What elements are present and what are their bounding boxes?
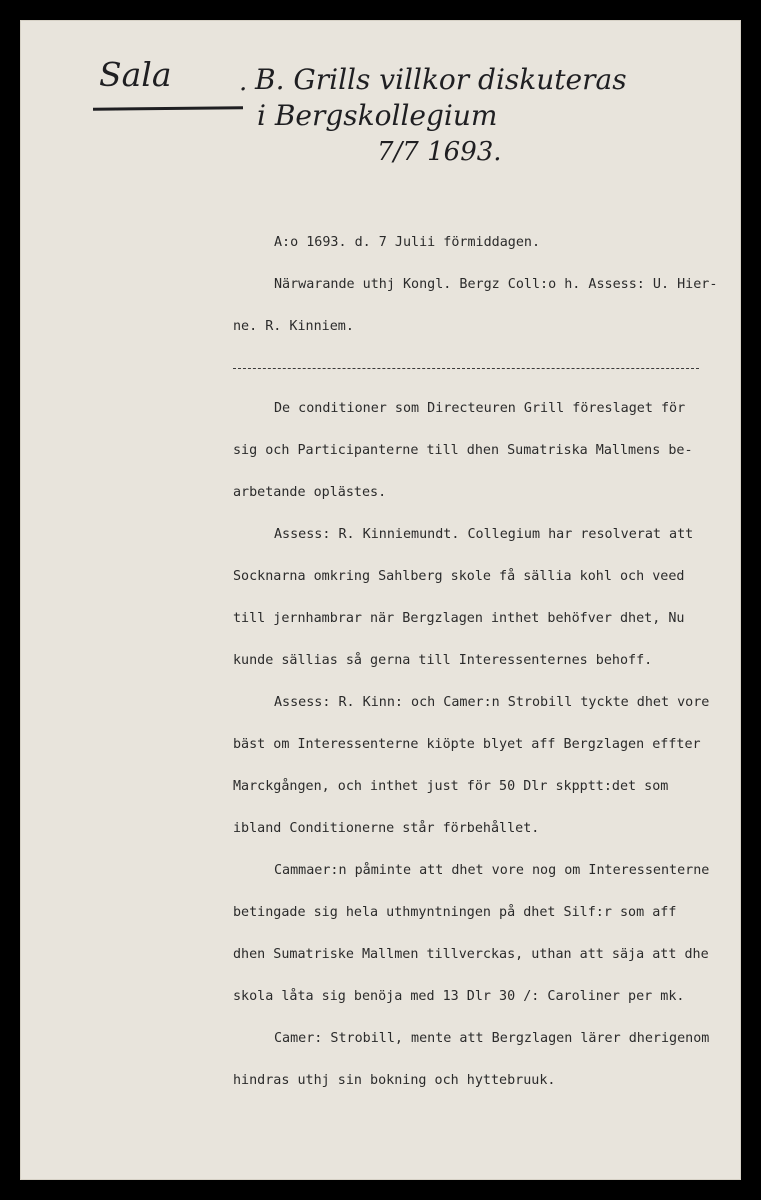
handwritten-title-line1: B. Grills villkor diskuteras — [255, 63, 627, 96]
paragraph-line: arbetande oplästes. — [233, 485, 387, 500]
document-page — [20, 20, 741, 1180]
paragraph-line: Assess: R. Kinniemundt. Collegium har resolverat att — [274, 527, 694, 542]
handwritten-place: Sala — [99, 55, 172, 94]
paragraph-line: Socknarna omkring Sahlberg skole få sällia kohl och veed — [233, 569, 685, 584]
paragraph-line: Cammaer:n påminte att dhet vore nog om Interessenterne — [274, 863, 710, 878]
paragraph-line: sig och Participanterne till dhen Sumatriska Mallmens be- — [233, 443, 693, 458]
handwritten-separator: . — [239, 67, 248, 97]
paragraph-line: bäst om Interessenterne kiöpte blyet aff Bergzlagen effter — [233, 737, 701, 752]
paragraph-line: De conditioner som Directeuren Grill föreslaget för — [274, 401, 686, 416]
paragraph-line: kunde sällias så gerna till Interessenternes behoff. — [233, 653, 653, 668]
date-line: A:o 1693. d. 7 Julii förmiddagen. — [274, 235, 541, 250]
paragraph-line: Assess: R. Kinn: och Camer:n Strobill tyckte dhet vore — [274, 695, 710, 710]
paragraph-line: till jernhambrar när Bergzlagen inthet behöfver dhet, Nu — [233, 611, 685, 626]
paragraph-line: skola låta sig benöja med 13 Dlr 30 /: Caroliner per mk. — [233, 989, 685, 1004]
paragraph-line: dhen Sumatriske Mallmen tillverckas, uthan att säja att dhe — [233, 947, 709, 962]
handwritten-date: 7/7 1693. — [377, 137, 502, 167]
paragraph-line: betingade sig hela uthmyntningen på dhet Silf:r som aff — [233, 905, 677, 920]
attendance-line: Närwarande uthj Kongl. Bergz Coll:o h. Assess: U. Hier- — [274, 277, 718, 292]
handwritten-title-line2: i Bergskollegium — [257, 99, 498, 132]
paragraph-line: Camer: Strobill, mente att Bergzlagen lärer dherigenom — [274, 1031, 710, 1046]
paragraph-line: ibland Conditionerne står förbehållet. — [233, 821, 540, 836]
separator-dashes — [233, 368, 699, 369]
handwritten-underline — [93, 106, 243, 111]
attendance-line-cont: ne. R. Kinniem. — [233, 319, 354, 334]
paragraph-line: Marckgången, och inthet just för 50 Dlr skpptt:det som — [233, 779, 669, 794]
paragraph-line: hindras uthj sin bokning och hyttebruuk. — [233, 1073, 556, 1088]
